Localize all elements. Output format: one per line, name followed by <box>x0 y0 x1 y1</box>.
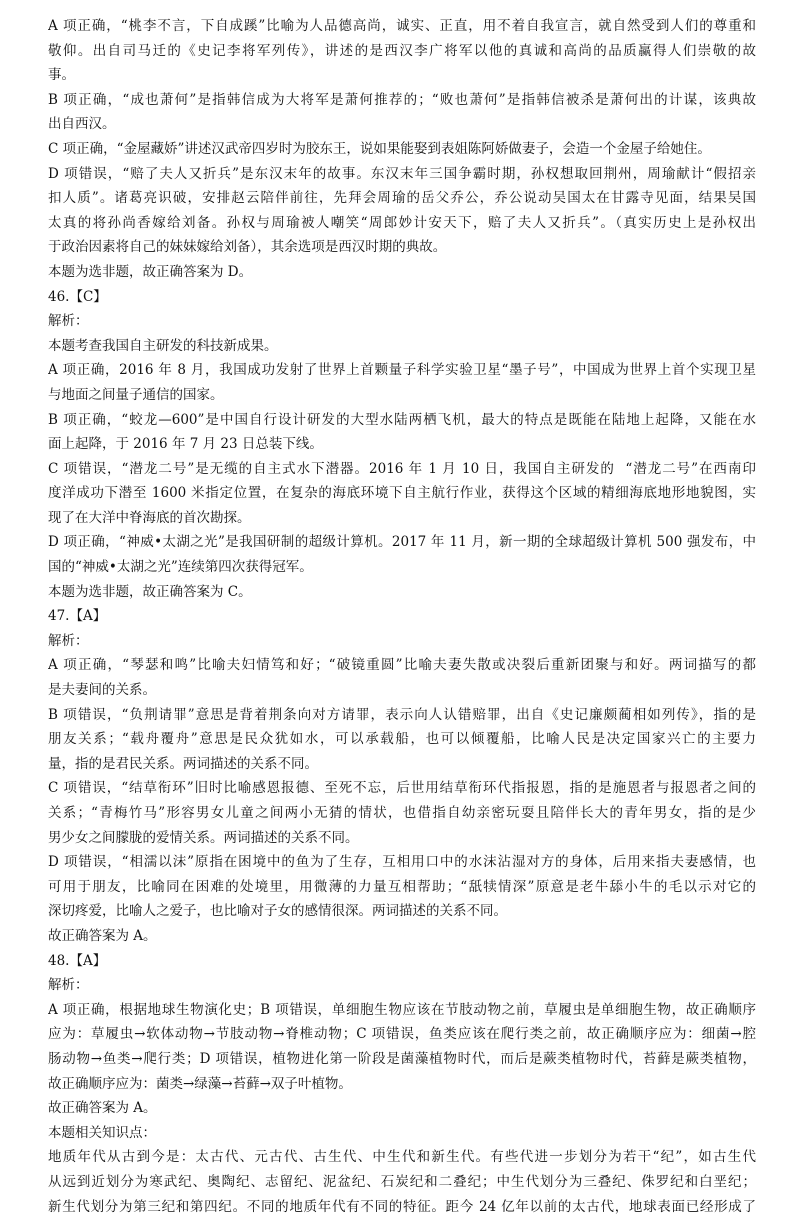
text-line: 地质年代从古到今是：太古代、元古代、古生代、中生代和新生代。有些代进一步划分为若干“纪”，如古生代 <box>48 1145 756 1170</box>
text-line: 46.【C】 <box>48 285 756 310</box>
text-line: C 项错误，“结草衔环”旧时比喻感恩报德、至死不忘，后世用结草衔环代指报恩，指的是施恩者与报恩者之间的 <box>48 776 756 801</box>
text-line: C 项正确，“金屋藏娇”讲述汉武帝四岁时为胶东王，说如果能娶到表姐陈阿娇做妻子，会造一个金屋子给她住。 <box>48 137 756 162</box>
text-line: 本题为选非题，故正确答案为 D。 <box>48 260 756 285</box>
text-line: 应为：草履虫→软体动物→节肢动物→脊椎动物；C 项错误，鱼类应该在爬行类之前，故正确顺序应为：细菌→腔 <box>48 1022 756 1047</box>
text-line: 于政治因素将自己的妹妹嫁给刘备），其余选项是西汉时期的典故。 <box>48 235 756 260</box>
text-line: 事。 <box>48 63 756 88</box>
text-line: B 项正确，“蛟龙—600”是中国自行设计研发的大型水陆两栖飞机，最大的特点是既能在陆地上起降，又能在水 <box>48 408 756 433</box>
text-line: 国的“神威•太湖之光”连续第四次获得冠军。 <box>48 555 756 580</box>
text-line: 度洋成功下潜至 1600 米指定位置，在复杂的海底环境下自主航行作业，获得这个区域的精细海底地形地貌图，实 <box>48 481 756 506</box>
text-line: 太真的将孙尚香嫁给刘备。孙权与周瑜被人嘲笑“周郎妙计安天下，赔了夫人又折兵”。（真实历史上是孙权出 <box>48 211 756 236</box>
text-line: D 项错误，“赔了夫人又折兵”是东汉末年的故事。东汉末年三国争霸时期，孙权想取回荆州，周瑜献计“假招亲 <box>48 162 756 187</box>
text-line: 故正确答案为 A。 <box>48 924 756 949</box>
text-line: 量，指的是君民关系。两词描述的关系不同。 <box>48 752 756 777</box>
text-line: A 项正确，根据地球生物演化史；B 项错误，单细胞生物应该在节肢动物之前，草履虫是单细胞生物，故正确顺序 <box>48 998 756 1023</box>
text-line: 敬仰。出自司马迁的《史记李将军列传》，讲述的是西汉李广将军以他的真诚和高尚的品质赢得人们崇敬的故 <box>48 39 756 64</box>
text-line: 解析： <box>48 629 756 654</box>
text-line: 男少女之间朦胧的爱情关系。两词描述的关系不同。 <box>48 826 756 851</box>
text-line: 深切疼爱，比喻人之爱子，也比喻对子女的感情很深。两词描述的关系不同。 <box>48 899 756 924</box>
text-line: C 项错误，“潜龙二号”是无缆的自主式水下潜器。2016 年 1 月 10 日，我国自主研发的 “潜龙二号”在西南印 <box>48 457 756 482</box>
text-line: 48.【A】 <box>48 949 756 974</box>
text-line: 面上起降，于 2016 年 7 月 23 日总装下线。 <box>48 432 756 457</box>
text-line: 与地面之间量子通信的国家。 <box>48 383 756 408</box>
text-line: 解析： <box>48 973 756 998</box>
text-line: 现了在大洋中脊海底的首次勘探。 <box>48 506 756 531</box>
text-line: 47.【A】 <box>48 604 756 629</box>
text-line: 故正确答案为 A。 <box>48 1096 756 1121</box>
text-line: B 项错误，“负荆请罪”意思是背着荆条向对方请罪，表示向人认错赔罪，出自《史记廉颇蔺相如列传》，指的是 <box>48 703 756 728</box>
text-line: 肠动物→鱼类→爬行类；D 项错误，植物进化第一阶段是菌藻植物时代，而后是蕨类植物时代，苔藓是蕨类植物， <box>48 1047 756 1072</box>
text-line: 本题相关知识点： <box>48 1121 756 1146</box>
text-line: 可用于朋友，比喻同在困难的处境里，用微薄的力量互相帮助；“舐犊情深”原意是老牛舔小牛的毛以示对它的 <box>48 875 756 900</box>
text-line: 扣人质”。诸葛亮识破，安排赵云陪伴前往，先拜会周瑜的岳父乔公，乔公说动吴国太在甘露寺见面，结果吴国 <box>48 186 756 211</box>
text-line: A 项正确，“琴瑟和鸣”比喻夫妇情笃和好；“破镜重圆”比喻夫妻失散或决裂后重新团聚与和好。两词描写的都 <box>48 653 756 678</box>
text-line: 新生代划分为第三纪和第四纪。不同的地质年代有不同的特征。距今 24 亿年以前的太古代，地球表面已经形成了 <box>48 1195 756 1219</box>
text-line: 本题考查我国自主研发的科技新成果。 <box>48 334 756 359</box>
text-line: 出自西汉。 <box>48 112 756 137</box>
text-line: D 项正确，“神威•太湖之光”是我国研制的超级计算机。2017 年 11 月，新一期的全球超级计算机 500 强发布，中 <box>48 530 756 555</box>
text-line: D 项错误，“相濡以沫”原指在困境中的鱼为了生存，互相用口中的水沫沾湿对方的身体，后用来指夫妻感情，也 <box>48 850 756 875</box>
text-line: 解析： <box>48 309 756 334</box>
text-line: 朋友关系；“载舟覆舟”意思是民众犹如水，可以承载船，也可以倾覆船，比喻人民是决定国家兴亡的主要力 <box>48 727 756 752</box>
text-line: 本题为选非题，故正确答案为 C。 <box>48 580 756 605</box>
text-line: 故正确顺序应为：菌类→绿藻→苔藓→双子叶植物。 <box>48 1072 756 1097</box>
text-line: 从远到近划分为寒武纪、奥陶纪、志留纪、泥盆纪、石炭纪和二叠纪；中生代划分为三叠纪、侏罗纪和白垩纪； <box>48 1170 756 1195</box>
text-line: A 项正确，2016 年 8 月，我国成功发射了世界上首颗量子科学实验卫星“墨子号”，中国成为世界上首个实现卫星 <box>48 358 756 383</box>
text-line: B 项正确，“成也萧何”是指韩信成为大将军是萧何推荐的；“败也萧何”是指韩信被杀是萧何出的计谋，该典故 <box>48 88 756 113</box>
text-line: A 项正确，“桃李不言，下自成蹊”比喻为人品德高尚，诚实、正直，用不着自我宣言，就自然受到人们的尊重和 <box>48 14 756 39</box>
text-line: 关系；“青梅竹马”形容男女儿童之间两小无猜的情状，也借指自幼亲密玩耍且陪伴长大的青年男女，指的是少 <box>48 801 756 826</box>
text-line: 是夫妻间的关系。 <box>48 678 756 703</box>
